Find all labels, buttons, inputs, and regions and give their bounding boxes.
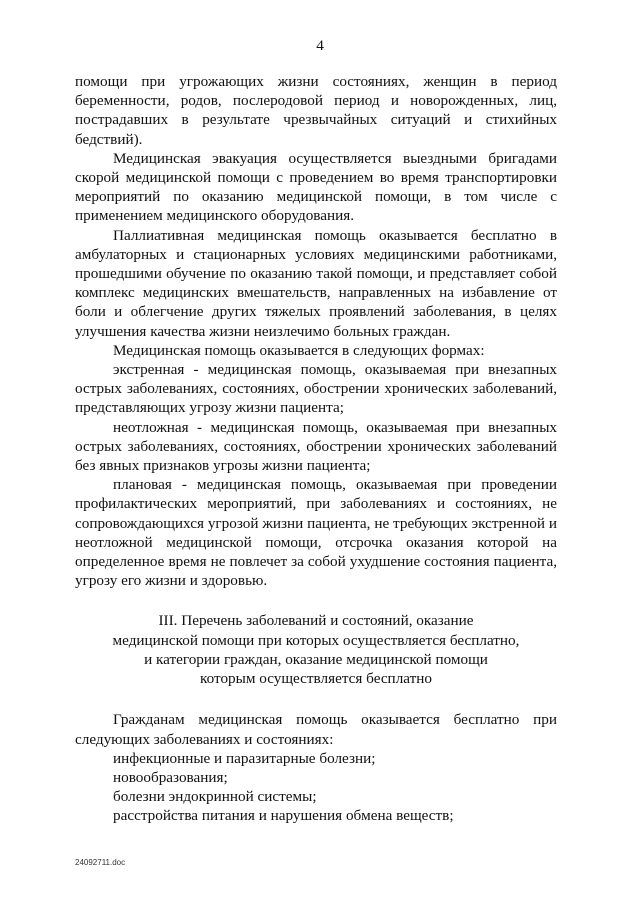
list-item: болезни эндокринной системы; xyxy=(113,788,317,806)
paragraph-form-planned: плановая - медицинская помощь, оказываемая при проведении профилактических мероприятий, при заболеваниях и состояниях, не сопровождающихся угрозой жизни пациента, не требующих экстренной и неотложной медицинской помощи, отсрочка оказания которой на определенное время не повлечет за собой ухудшение состояния пациента, угрозу его жизни и здоровью. xyxy=(75,476,557,590)
paragraph-medical-evacuation: Медицинская эвакуация осуществляется выездными бригадами скорой медицинской помощи с проведением во время транспортировки мероприятий по оказанию медицинской помощи, в том числе с применением медицинского оборудования. xyxy=(75,149,557,225)
list-item: расстройства питания и нарушения обмена веществ; xyxy=(113,807,454,825)
section-heading-line: медицинской помощи при которых осуществляется бесплатно, xyxy=(112,631,520,649)
section-heading xyxy=(75,611,557,688)
section-heading-line: III. Перечень заболеваний и состояний, оказание xyxy=(158,612,474,630)
paragraph-forms-intro: Медицинская помощь оказывается в следующих формах: xyxy=(113,341,485,359)
page-number: 4 xyxy=(316,37,324,54)
paragraph-continuation: помощи при угрожающих жизни состояниях, женщин в период беременности, родов, послеродовой период и новорожденных, лиц, пострадавших в результате чрезвычайных ситуаций и стихийных бедствий). xyxy=(75,73,557,148)
document-body xyxy=(75,72,557,826)
paragraph-form-urgent: неотложная - медицинская помощь, оказываемая при внезапных острых заболеваниях, состояниях, обострении хронических заболеваний без явных признаков угрозы жизни пациента; xyxy=(75,418,557,475)
section-heading-line: которым осуществляется бесплатно xyxy=(200,670,432,688)
paragraph-form-emergency: экстренная - медицинская помощь, оказываемая при внезапных острых заболеваниях, состояниях, обострении хронических заболеваний, представляющих угрозу жизни пациента; xyxy=(75,361,557,417)
list-item: инфекционные и паразитарные болезни; xyxy=(113,749,376,767)
list-item: новообразования; xyxy=(113,768,228,786)
paragraph-palliative-care: Паллиативная медицинская помощь оказывается бесплатно в амбулаторных и стационарных условиях медицинскими работниками, прошедшими обучение по оказанию такой помощи, и представляет собой комплекс медицинских вмешательств, направленных на избавление от боли и облегчение других тяжелых проявлений заболевания, в целях улучшения качества жизни неизлечимо больных граждан. xyxy=(75,226,557,340)
paragraph-diseases-intro: Гражданам медицинская помощь оказывается бесплатно при следующих заболеваниях и состояниях: xyxy=(75,711,557,748)
footer-filename: 24092711.doc xyxy=(75,858,126,867)
section-heading-line: и категории граждан, оказание медицинской помощи xyxy=(144,650,488,668)
